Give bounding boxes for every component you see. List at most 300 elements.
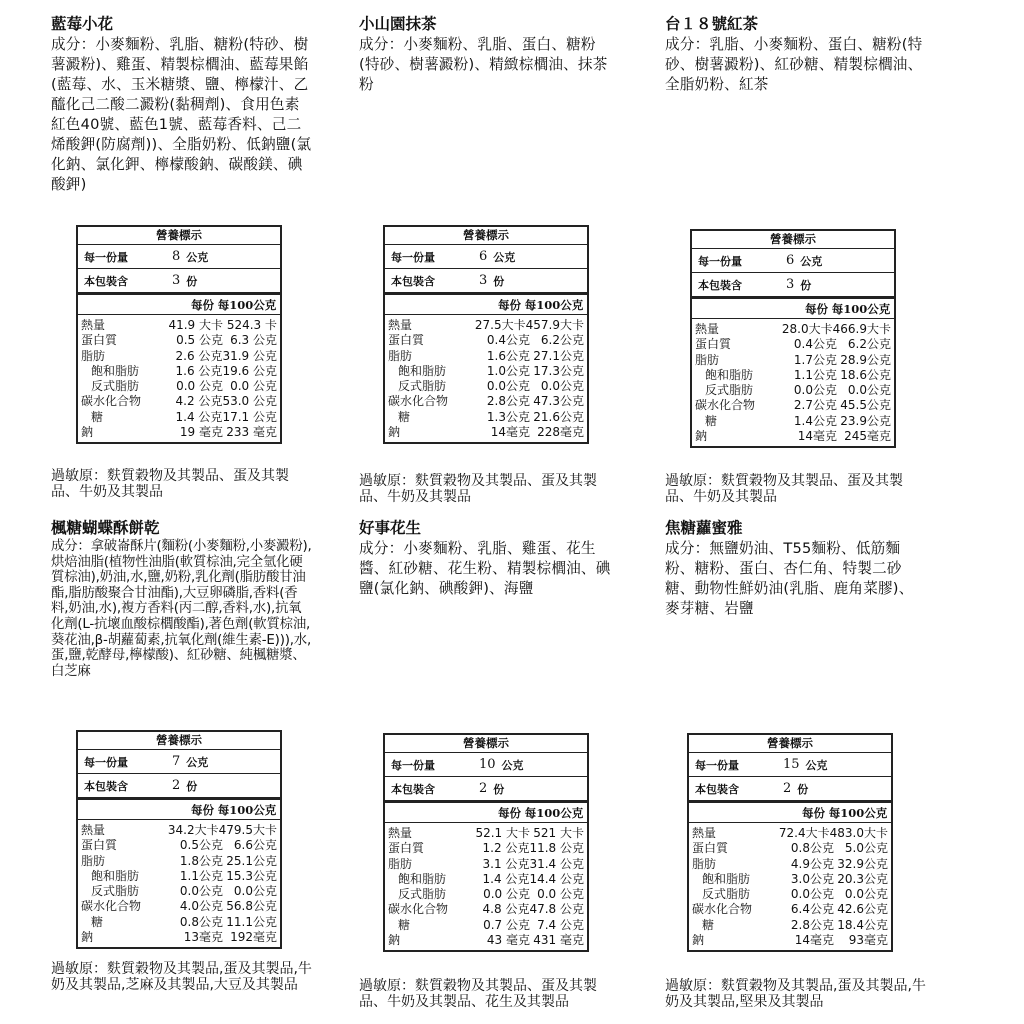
per-serving-value: 0.0公克 <box>486 379 530 394</box>
per-100g-value: 18.6公克 <box>840 367 891 382</box>
serving-size-label: 每一份量 <box>698 254 742 268</box>
nutrient-name: 熱量 <box>81 318 106 332</box>
nutrient-row <box>689 918 891 933</box>
serving-size-row <box>385 753 587 777</box>
per-100g-value: 0.0公克 <box>847 383 891 398</box>
nutrient-row <box>692 429 894 444</box>
servings-per-package-row <box>78 269 280 293</box>
servings-value: 3 <box>172 273 181 288</box>
per-serving-value: 1.1公克 <box>179 868 223 883</box>
nutrient-row <box>385 826 587 841</box>
per-100g-value: 0.0 公克 <box>230 379 277 394</box>
product-ingredients-block <box>359 14 621 95</box>
servings-unit: 份 <box>186 779 198 793</box>
servings-label: 本包裝含 <box>391 274 435 288</box>
servings-value: 2 <box>479 781 488 796</box>
nutrient-row <box>385 349 587 364</box>
nutrition-title: 營養標示 <box>689 735 891 753</box>
per-100g-value: 431 毫克 <box>533 933 584 948</box>
nutrient-name: 碳水化合物 <box>388 902 449 917</box>
nutrient-row <box>78 379 280 394</box>
nutrient-row <box>689 841 891 856</box>
nutrient-name: 鈉 <box>81 425 94 440</box>
ingredients-text: 成分：無鹽奶油、T55麵粉、低筋麵粉、糖粉、蛋白、杏仁角、特製二砂糖、動物性鮮奶油(乳脂、鹿角菜膠)、麥芽糖、岩鹽 <box>665 540 914 617</box>
product-name: 楓糖蝴蝶酥餅乾 <box>51 519 160 537</box>
serving-size-value: 10 <box>479 757 496 772</box>
serving-size-unit: 公克 <box>800 254 823 268</box>
nutrient-row <box>78 333 280 348</box>
column-header-row <box>78 293 280 315</box>
nutrient-row <box>385 318 587 333</box>
per-100g-value: 17.3公克 <box>533 363 584 378</box>
nutrient-row <box>692 337 894 352</box>
nutrient-row <box>78 410 280 425</box>
nutrient-name: 碳水化合物 <box>388 394 449 409</box>
nutrition-title: 營養標示 <box>385 227 587 245</box>
per-serving-value: 0.0公克 <box>793 383 837 398</box>
servings-per-package-row <box>385 269 587 293</box>
servings-per-package-row <box>692 273 894 297</box>
per-100g-value: 233 毫克 <box>226 425 277 440</box>
product-ingredients-block <box>665 518 927 619</box>
per-100g-value: 192毫克 <box>230 930 277 945</box>
allergen-text: 過敏原：麩質穀物及其製品、蛋及其製品、牛奶及其製品、花生及其製品 <box>359 978 597 1010</box>
ingredients-text: 成分：乳脂、小麥麵粉、蛋白、糖粉(特砂、樹薯澱粉)、紅砂糖、精製棕櫚油、全脂奶粉、紅茶 <box>665 36 923 93</box>
product-name: 好事花生 <box>359 519 422 537</box>
per-serving-value: 1.6公克 <box>486 348 530 363</box>
product-ingredients-block <box>51 14 313 195</box>
nutrition-label <box>690 229 896 448</box>
per-100g-value: 521 大卡 <box>533 826 584 840</box>
ingredients-text: 成分：小麥麵粉、乳脂、蛋白、糖粉 (特砂、樹薯澱粉)、精緻棕櫚油、抹茶粉 <box>359 36 608 93</box>
per-serving-value: 41.9 大卡 <box>168 318 223 332</box>
nutrient-row <box>385 841 587 856</box>
per-100g-value: 31.4 公克 <box>529 856 584 871</box>
servings-per-package-row <box>385 777 587 801</box>
nutrient-name: 糖 <box>91 914 104 929</box>
nutrient-row <box>689 887 891 902</box>
nutrient-row <box>78 854 280 869</box>
serving-size-unit: 公克 <box>493 250 516 264</box>
nutrition-label <box>687 733 893 952</box>
nutrient-name: 蛋白質 <box>81 333 118 348</box>
allergen-text: 過敏原：麩質穀物及其製品、蛋及其製品、牛奶及其製品 <box>51 468 289 500</box>
nutrient-row <box>689 933 891 948</box>
nutrient-row <box>692 368 894 383</box>
serving-size-value: 6 <box>786 253 795 268</box>
column-header-row <box>689 801 891 823</box>
serving-size-value: 7 <box>172 754 181 769</box>
product-name: 焦糖蘿蜜雅 <box>665 519 743 537</box>
nutrient-name: 鈉 <box>388 425 401 440</box>
nutrient-name: 蛋白質 <box>692 841 729 856</box>
serving-size-unit: 公克 <box>805 758 828 772</box>
per-serving-value: 1.2 公克 <box>482 841 530 856</box>
servings-unit: 份 <box>797 782 809 796</box>
nutrient-row <box>78 318 280 333</box>
servings-unit: 份 <box>186 274 198 288</box>
nutrient-row <box>689 826 891 841</box>
serving-size-value: 6 <box>479 249 488 264</box>
serving-size-row <box>78 245 280 269</box>
serving-size-unit: 公克 <box>501 758 524 772</box>
per-100g-value: 56.8公克 <box>226 899 277 914</box>
nutrient-rows <box>385 315 587 442</box>
per-100g-value: 6.2公克 <box>540 333 584 348</box>
per-100g-value: 228毫克 <box>537 425 584 440</box>
per-100g-value: 6.3 公克 <box>230 333 277 348</box>
nutrition-title: 營養標示 <box>78 732 280 750</box>
nutrient-name: 飽和脂肪 <box>91 363 140 378</box>
serving-size-unit: 公克 <box>186 250 209 264</box>
nutrient-name: 糖 <box>398 409 411 424</box>
ingredients-text: 成分：拿破崙酥片(麵粉(小麥麵粉,小麥澱粉),烘焙油脂(植物性油脂(軟質棕油,完全氫化硬質棕油),奶油,水,鹽,奶粉,乳化劑(脂肪酸甘油酯,脂肪酸聚合甘油酯),大豆卵磷脂,香料(香料,奶油,水),複方香料(丙二醇,香料,水),抗氧化劑(L-抗壞血酸棕櫚酸酯),著色劑(軟質棕油,葵花油,β-胡蘿蔔素,抗氧化劑(維生素-E))),水,蛋,鹽,乾酵母,檸檬酸)、紅砂糖、純楓糖漿、白芝麻 <box>51 539 312 679</box>
per-serving-header: 每份 <box>498 297 521 312</box>
nutrient-row <box>78 869 280 884</box>
serving-size-label: 每一份量 <box>391 758 435 772</box>
nutrient-rows <box>78 315 280 442</box>
per-serving-value: 0.0公克 <box>790 887 834 902</box>
per-serving-value: 2.6 公克 <box>175 348 223 363</box>
per-100g-value: 483.0大卡 <box>829 826 888 840</box>
servings-unit: 份 <box>800 278 812 292</box>
nutrition-label <box>383 225 589 444</box>
per-100g-value: 25.1公克 <box>226 853 277 868</box>
per-serving-value: 3.1 公克 <box>482 856 530 871</box>
servings-unit: 份 <box>493 782 505 796</box>
servings-label: 本包裝含 <box>84 274 128 288</box>
per-100g-header: 每100公克 <box>217 802 277 817</box>
nutrient-row <box>385 902 587 917</box>
per-serving-value: 1.7公克 <box>793 352 837 367</box>
per-serving-value: 0.5公克 <box>179 838 223 853</box>
per-100g-value: 47.3公克 <box>533 394 584 409</box>
nutrient-rows <box>78 820 280 947</box>
nutrient-rows <box>689 823 891 950</box>
nutrient-row <box>385 857 587 872</box>
per-serving-value: 14毫克 <box>490 425 530 440</box>
allergen-text: 過敏原：麩質穀物及其製品、蛋及其製品、牛奶及其製品 <box>359 473 597 505</box>
nutrient-row <box>78 838 280 853</box>
ingredients-text: 成分：小麥麵粉、乳脂、雞蛋、花生醬、紅砂糖、花生粉、精製棕櫚油、碘鹽(氯化鈉、碘酸鉀)、海鹽 <box>359 540 611 597</box>
serving-size-row <box>692 249 894 273</box>
per-100g-header: 每100公克 <box>524 805 584 820</box>
per-serving-value: 4.0公克 <box>179 899 223 914</box>
allergen-text: 過敏原：麩質穀物及其製品,蛋及其製品,牛奶及其製品,堅果及其製品 <box>665 978 926 1010</box>
nutrient-name: 反式脂肪 <box>705 383 754 398</box>
serving-size-label: 每一份量 <box>695 758 739 772</box>
per-100g-value: 11.1公克 <box>226 914 277 929</box>
per-serving-value: 3.0公克 <box>790 871 834 886</box>
nutrient-name: 飽和脂肪 <box>705 367 754 382</box>
per-serving-value: 0.0公克 <box>179 884 223 899</box>
nutrient-row <box>689 902 891 917</box>
nutrient-name: 飽和脂肪 <box>702 871 751 886</box>
per-serving-value: 13毫克 <box>183 930 223 945</box>
per-100g-value: 23.9公克 <box>840 413 891 428</box>
nutrient-name: 碳水化合物 <box>695 398 756 413</box>
per-serving-value: 72.4大卡 <box>778 826 830 840</box>
per-100g-header: 每100公克 <box>217 297 277 312</box>
per-100g-header: 每100公克 <box>524 297 584 312</box>
per-serving-value: 4.8 公克 <box>482 902 530 917</box>
per-100g-value: 32.9公克 <box>837 856 888 871</box>
nutrient-name: 熱量 <box>695 322 720 336</box>
per-100g-value: 0.0 公克 <box>537 887 584 902</box>
per-100g-value: 93毫克 <box>848 933 888 948</box>
per-serving-value: 2.8公克 <box>486 394 530 409</box>
servings-value: 3 <box>479 273 488 288</box>
per-100g-value: 19.6 公克 <box>222 363 277 378</box>
per-serving-value: 0.4公克 <box>793 337 837 352</box>
per-serving-value: 14毫克 <box>794 933 834 948</box>
per-serving-value: 4.2 公克 <box>175 394 223 409</box>
serving-size-row <box>385 245 587 269</box>
nutrient-row <box>385 918 587 933</box>
per-serving-header: 每份 <box>191 297 214 312</box>
nutrient-name: 反式脂肪 <box>91 884 140 899</box>
per-100g-value: 27.1公克 <box>533 348 584 363</box>
nutrient-row <box>78 915 280 930</box>
per-100g-value: 21.6公克 <box>533 409 584 424</box>
per-100g-value: 5.0公克 <box>844 841 888 856</box>
product-ingredients-block <box>359 518 621 599</box>
per-serving-header: 每份 <box>802 805 825 820</box>
servings-label: 本包裝含 <box>391 782 435 796</box>
nutrient-row <box>385 425 587 440</box>
per-100g-value: 28.9公克 <box>840 352 891 367</box>
per-serving-value: 1.6 公克 <box>175 363 223 378</box>
servings-value: 2 <box>783 781 792 796</box>
servings-per-package-row <box>689 777 891 801</box>
nutrient-name: 鈉 <box>81 930 94 945</box>
per-100g-value: 20.3公克 <box>837 871 888 886</box>
per-serving-value: 1.4 公克 <box>482 871 530 886</box>
per-100g-value: 7.4 公克 <box>537 917 584 932</box>
nutrient-name: 脂肪 <box>695 352 720 367</box>
nutrient-name: 鈉 <box>692 933 705 948</box>
column-header-row <box>78 798 280 820</box>
nutrient-row <box>692 353 894 368</box>
nutrient-row <box>385 933 587 948</box>
servings-label: 本包裝含 <box>698 278 742 292</box>
servings-unit: 份 <box>493 274 505 288</box>
product-name: 藍莓小花 <box>51 15 114 33</box>
per-serving-value: 1.4 公克 <box>175 409 223 424</box>
nutrient-name: 飽和脂肪 <box>398 363 447 378</box>
per-serving-value: 43 毫克 <box>486 933 530 948</box>
allergen-text: 過敏原：麩質穀物及其製品、蛋及其製品、牛奶及其製品 <box>665 473 903 505</box>
per-100g-header: 每100公克 <box>828 805 888 820</box>
column-header-row <box>385 801 587 823</box>
nutrient-row <box>385 872 587 887</box>
per-100g-value: 245毫克 <box>844 429 891 444</box>
serving-size-value: 15 <box>783 757 800 772</box>
servings-value: 2 <box>172 778 181 793</box>
servings-value: 3 <box>786 277 795 292</box>
per-100g-value: 18.4公克 <box>837 917 888 932</box>
nutrient-row <box>692 414 894 429</box>
serving-size-label: 每一份量 <box>84 755 128 769</box>
nutrient-row <box>78 349 280 364</box>
nutrient-row <box>692 322 894 337</box>
nutrient-name: 蛋白質 <box>388 333 425 348</box>
serving-size-unit: 公克 <box>186 755 209 769</box>
nutrient-name: 碳水化合物 <box>81 394 142 409</box>
serving-size-label: 每一份量 <box>391 250 435 264</box>
per-100g-value: 0.0公克 <box>233 884 277 899</box>
nutrient-row <box>78 823 280 838</box>
nutrient-name: 飽和脂肪 <box>398 871 447 886</box>
per-100g-value: 6.6公克 <box>233 838 277 853</box>
ingredients-text: 成分：小麥麵粉、乳脂、糖粉(特砂、樹薯澱粉)、雞蛋、精製棕櫚油、藍莓果餡(藍莓、水、玉米糖漿、鹽、檸檬汁、乙醯化己二酸二澱粉(黏稠劑)、食用色素紅色40號、藍色1號、藍莓香料、己二烯酸鉀(防腐劑))、全脂奶粉、低鈉鹽(氯化鈉、氯化鉀、檸檬酸鈉、碳酸鎂、碘酸鉀) <box>51 36 312 193</box>
nutrient-row <box>78 425 280 440</box>
per-serving-value: 1.8公克 <box>179 853 223 868</box>
per-serving-value: 6.4公克 <box>790 902 834 917</box>
per-serving-value: 0.8公克 <box>790 841 834 856</box>
per-100g-value: 14.4 公克 <box>529 871 584 886</box>
nutrient-row <box>78 364 280 379</box>
per-100g-value: 11.8 公克 <box>529 841 584 856</box>
per-100g-value: 53.0 公克 <box>222 394 277 409</box>
nutrient-name: 脂肪 <box>692 856 717 871</box>
nutrient-name: 反式脂肪 <box>702 887 751 902</box>
per-100g-value: 0.0公克 <box>540 379 584 394</box>
per-serving-value: 0.0 公克 <box>483 887 530 902</box>
per-serving-value: 1.3公克 <box>486 409 530 424</box>
nutrient-row <box>78 884 280 899</box>
serving-size-row <box>689 753 891 777</box>
nutrient-name: 反式脂肪 <box>91 379 140 394</box>
per-100g-value: 31.9 公克 <box>222 348 277 363</box>
per-serving-header: 每份 <box>498 805 521 820</box>
nutrient-name: 脂肪 <box>81 348 106 363</box>
per-100g-value: 42.6公克 <box>837 902 888 917</box>
nutrition-title: 營養標示 <box>385 735 587 753</box>
nutrient-name: 糖 <box>705 413 718 428</box>
per-serving-value: 4.9公克 <box>790 856 834 871</box>
nutrient-row <box>689 872 891 887</box>
nutrient-name: 熱量 <box>388 318 413 332</box>
nutrient-row <box>385 394 587 409</box>
per-100g-value: 466.9大卡 <box>832 322 891 336</box>
product-ingredients-block <box>665 14 927 95</box>
nutrient-row <box>78 930 280 945</box>
nutrient-name: 碳水化合物 <box>81 899 142 914</box>
per-100g-value: 6.2公克 <box>847 337 891 352</box>
nutrient-row <box>385 887 587 902</box>
per-serving-value: 27.5大卡 <box>474 318 526 332</box>
per-serving-value: 1.4公克 <box>793 413 837 428</box>
nutrient-rows <box>385 823 587 950</box>
per-serving-value: 2.7公克 <box>793 398 837 413</box>
nutrient-row <box>385 410 587 425</box>
nutrition-label <box>76 730 282 949</box>
nutrition-title: 營養標示 <box>78 227 280 245</box>
nutrient-name: 熱量 <box>81 823 106 837</box>
product-ingredients-block <box>51 518 313 679</box>
per-serving-value: 0.8公克 <box>179 914 223 929</box>
nutrient-name: 碳水化合物 <box>692 902 753 917</box>
per-serving-value: 34.2大卡 <box>167 823 219 837</box>
per-serving-value: 1.0公克 <box>486 363 530 378</box>
nutrient-row <box>78 394 280 409</box>
per-100g-value: 47.8 公克 <box>529 902 584 917</box>
per-serving-value: 28.0大卡 <box>781 322 833 336</box>
per-serving-value: 0.5 公克 <box>176 333 223 348</box>
per-serving-header: 每份 <box>805 301 828 316</box>
per-serving-header: 每份 <box>191 802 214 817</box>
per-100g-value: 0.0公克 <box>844 887 888 902</box>
nutrient-name: 飽和脂肪 <box>91 868 140 883</box>
serving-size-value: 8 <box>172 249 181 264</box>
allergen-text: 過敏原：麩質穀物及其製品,蛋及其製品,牛奶及其製品,芝麻及其製品,大豆及其製品 <box>51 961 312 993</box>
nutrient-name: 反式脂肪 <box>398 887 447 902</box>
nutrient-name: 鈉 <box>388 933 401 948</box>
nutrient-name: 糖 <box>398 917 411 932</box>
per-serving-value: 2.8公克 <box>790 917 834 932</box>
per-serving-value: 19 毫克 <box>179 425 223 440</box>
product-name: 小山園抹茶 <box>359 15 437 33</box>
column-header-row <box>692 297 894 319</box>
nutrient-row <box>692 383 894 398</box>
nutrition-title: 營養標示 <box>692 231 894 249</box>
per-100g-value: 15.3公克 <box>226 868 277 883</box>
per-100g-value: 17.1 公克 <box>222 409 277 424</box>
per-serving-value: 0.7 公克 <box>483 917 530 932</box>
per-100g-value: 479.5大卡 <box>218 823 277 837</box>
nutrient-name: 蛋白質 <box>388 841 425 856</box>
nutrient-name: 熱量 <box>388 826 413 840</box>
nutrition-label <box>76 225 282 444</box>
per-100g-value: 45.5公克 <box>840 398 891 413</box>
per-100g-value: 524.3 卡 <box>226 318 277 332</box>
nutrient-row <box>692 398 894 413</box>
nutrient-rows <box>692 319 894 446</box>
nutrient-name: 蛋白質 <box>81 838 118 853</box>
per-serving-value: 0.4公克 <box>486 333 530 348</box>
nutrient-name: 熱量 <box>692 826 717 840</box>
per-100g-header: 每100公克 <box>831 301 891 316</box>
nutrient-name: 蛋白質 <box>695 337 732 352</box>
nutrient-row <box>385 333 587 348</box>
servings-label: 本包裝含 <box>695 782 739 796</box>
nutrient-row <box>78 899 280 914</box>
column-header-row <box>385 293 587 315</box>
per-serving-value: 52.1 大卡 <box>475 826 530 840</box>
nutrient-row <box>689 857 891 872</box>
per-100g-value: 457.9大卡 <box>525 318 584 332</box>
per-serving-value: 0.0 公克 <box>176 379 223 394</box>
nutrient-name: 糖 <box>91 409 104 424</box>
nutrient-row <box>385 364 587 379</box>
product-name: 台１８號紅茶 <box>665 15 759 33</box>
nutrient-name: 脂肪 <box>388 856 413 871</box>
nutrient-name: 鈉 <box>695 429 708 444</box>
servings-label: 本包裝含 <box>84 779 128 793</box>
serving-size-row <box>78 750 280 774</box>
nutrient-name: 糖 <box>702 917 715 932</box>
serving-size-label: 每一份量 <box>84 250 128 264</box>
nutrient-name: 反式脂肪 <box>398 379 447 394</box>
per-serving-value: 1.1公克 <box>793 367 837 382</box>
nutrient-row <box>385 379 587 394</box>
nutrient-name: 脂肪 <box>388 348 413 363</box>
nutrient-name: 脂肪 <box>81 853 106 868</box>
servings-per-package-row <box>78 774 280 798</box>
nutrition-label <box>383 733 589 952</box>
per-serving-value: 14毫克 <box>797 429 837 444</box>
